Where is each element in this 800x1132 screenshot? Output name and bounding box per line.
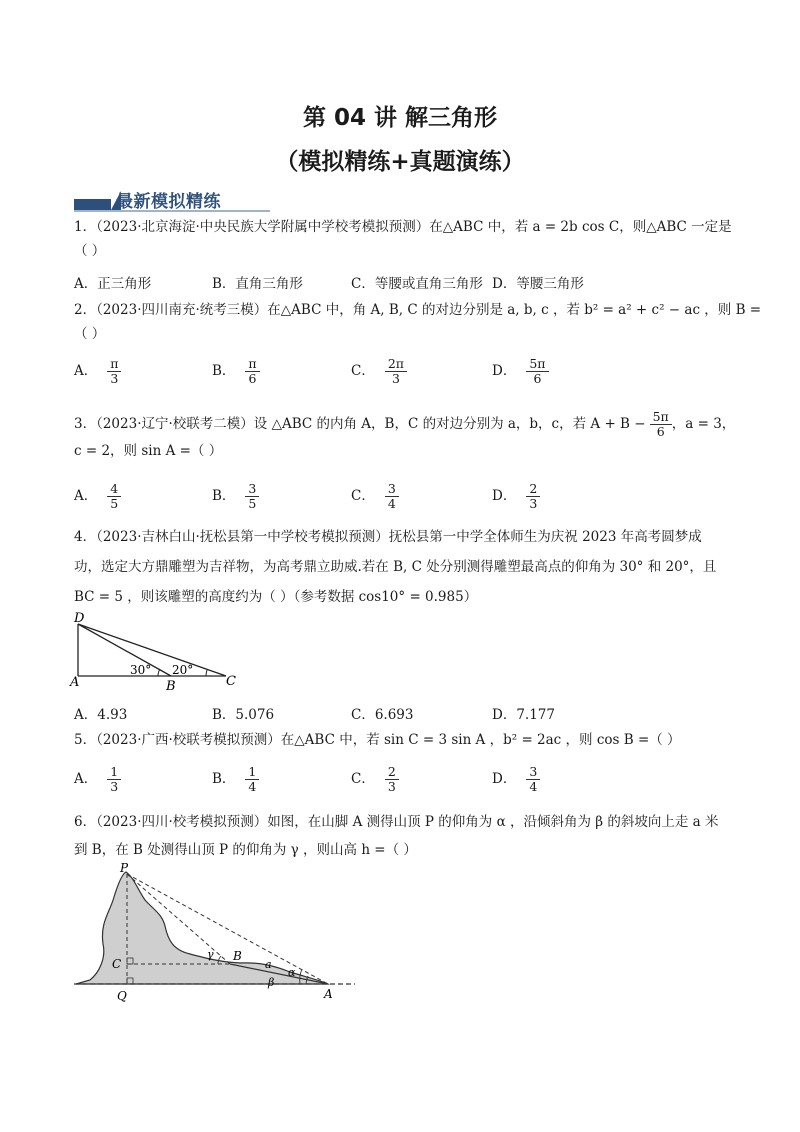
angle-arc-b [158, 669, 160, 676]
option-b[interactable]: B． $\frac{3}{5}$ [212, 482, 259, 511]
question-2-line1: 2．（2023·四川南充·统考三模）在△ABC 中，角 A, B, C 的对边分别是 a, b, c ，若 b² = a² + c² − ac ，则 B = [74, 302, 762, 318]
question-5-line1: 5．（2023·广西·校联考模拟预测）在△ABC 中，若 sin C = 3 sin A ，b² = 2ac ，则 cos B =（ ） [74, 732, 681, 748]
page-title: 第 04 讲 解三角形 [302, 105, 498, 131]
label-d: D [74, 611, 85, 626]
angle-arc-c [206, 670, 207, 676]
question-1-options [74, 272, 734, 300]
question-2 [74, 298, 761, 346]
option-b[interactable]: B． $\frac{1}{4}$ [212, 765, 259, 794]
option-c[interactable]: C．等腰或直角三角形 [351, 276, 483, 292]
label-angle-20: 20° [172, 663, 194, 677]
question-1-line2: （ ） [74, 243, 106, 259]
section-header [74, 187, 274, 213]
label-b: B [233, 949, 242, 963]
question-3 [74, 410, 735, 463]
page-subtitle: （模拟精练+真题演练） [275, 149, 525, 175]
question-4-figure [66, 608, 246, 692]
question-6-line1: 6．（2023·四川·校考模拟预测）如图，在山脚 A 测得山顶 P 的仰角为 α ，沿倾斜角为 β 的斜坡向上走 a 米 [74, 814, 719, 830]
label-b: B [166, 679, 176, 692]
question-6-line2: 到 B，在 B 处测得山顶 P 的仰角为 γ ，则山高 h =（ ） [74, 842, 417, 858]
option-a[interactable]: A． $\frac{\pi}{3}$ [74, 357, 121, 386]
question-1 [74, 215, 732, 263]
question-3-options [74, 482, 734, 518]
label-p: P [120, 862, 129, 875]
question-5 [74, 728, 681, 752]
option-b[interactable]: B． $\frac{\pi}{6}$ [212, 357, 260, 386]
label-c: C [226, 674, 236, 689]
sight-line-c [78, 624, 226, 676]
sight-line-b [78, 624, 171, 676]
question-3-line2: c = 2，则 sin A =（ ） [74, 443, 223, 459]
option-c[interactable]: C． $\frac{3}{4}$ [351, 482, 399, 511]
section-bar [74, 199, 111, 210]
question-4 [74, 525, 716, 609]
label-a: A [324, 987, 333, 1001]
question-4-options [74, 703, 734, 731]
question-4-line2: 功，选定大方鼎雕塑为吉祥物，为高考鼎立助威.若在 B, C 处分别测得雕塑最高点的仰角为 30° 和 20°，且 [74, 559, 717, 575]
label-alpha: α [288, 966, 296, 979]
question-3-line1: 3．（2023·辽宁·校联考二模）设 △ABC 的内角 A，B，C 的对边分别为 a，b，c，若 A + B − $\frac{5\pi}{6}$ ，a = 3， [74, 409, 736, 439]
question-6-figure [70, 862, 360, 1012]
option-c[interactable]: C． $\frac{2\pi}{3}$ [351, 357, 407, 386]
option-d[interactable]: D． $\frac{5\pi}{6}$ [492, 357, 549, 386]
question-4-line1: 4．（2023·吉林白山·抚松县第一中学校考模拟预测）抚松县第一中学全体师生为庆祝 2023 年高考圆梦成 [74, 529, 702, 545]
label-c: C [112, 957, 122, 971]
option-a[interactable]: A． $\frac{4}{5}$ [74, 482, 121, 511]
label-q: Q [117, 989, 127, 1003]
question-1-line1: 1．（2023·北京海淀·中央民族大学附属中学校考模拟预测）在△ABC 中，若 a = 2b cos C，则△ABC 一定是 [74, 219, 732, 235]
option-d[interactable]: D．等腰三角形 [492, 276, 584, 292]
option-d[interactable]: D．7.177 [492, 707, 555, 723]
option-c[interactable]: C．6.693 [351, 707, 414, 723]
option-c[interactable]: C． $\frac{2}{3}$ [351, 765, 399, 794]
question-2-line2: （ ） [74, 326, 106, 342]
option-d[interactable]: D． $\frac{3}{4}$ [492, 765, 540, 794]
question-2-options [74, 357, 734, 393]
option-d[interactable]: D． $\frac{2}{3}$ [492, 482, 540, 511]
section-label: 最新模拟精练 [116, 192, 221, 212]
label-angle-30: 30° [130, 663, 152, 677]
option-b[interactable]: B．直角三角形 [212, 276, 303, 292]
option-a[interactable]: A． $\frac{1}{3}$ [74, 765, 121, 794]
question-4-line3: BC = 5 ，则该雕塑的高度约为（ ）（参考数据 cos10° = 0.985） [74, 589, 478, 605]
option-a[interactable]: A．正三角形 [74, 276, 152, 292]
option-b[interactable]: B．5.076 [212, 707, 275, 723]
question-6 [74, 810, 719, 862]
label-beta: β [268, 976, 275, 989]
option-a[interactable]: A．4.93 [74, 707, 128, 723]
label-a: A [70, 675, 80, 690]
label-a-length: a [265, 958, 272, 971]
label-gamma: γ [207, 948, 214, 961]
question-5-options [74, 765, 734, 801]
